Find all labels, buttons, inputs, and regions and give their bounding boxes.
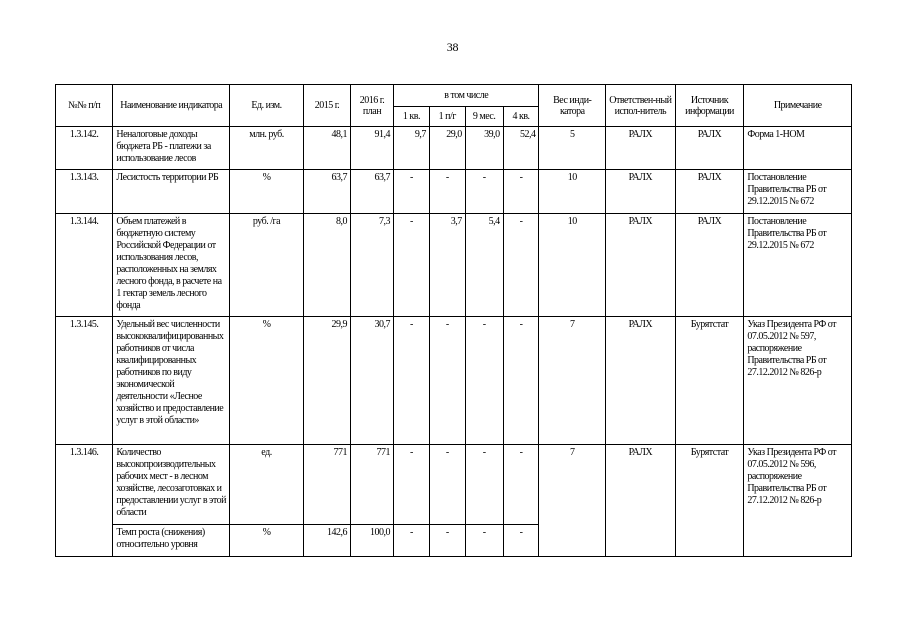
row-note: Форма 1-НОМ xyxy=(744,127,852,170)
row-2015: 29,9 xyxy=(303,317,350,445)
row-h1: 29,0 xyxy=(429,127,465,170)
header-weight: Вес инди-катора xyxy=(539,85,606,127)
row-2015: 771 xyxy=(303,445,350,525)
header-including: в том числе xyxy=(394,85,539,107)
row-responsible: РАЛХ xyxy=(606,214,676,317)
header-9m: 9 мес. xyxy=(465,107,503,127)
row-weight: 7 xyxy=(539,445,606,557)
row-num: 1.3.143. xyxy=(56,170,113,214)
row-9m: 39,0 xyxy=(465,127,503,170)
row-name: Объем платежей в бюджетную систему Российской Федерации от использования лесов, расположенных на землях лесного фонда, в расчете на 1 гектар земель лесного фонда xyxy=(113,214,230,317)
subrow-name: Темп роста (снижения) относительно уровня xyxy=(113,525,230,557)
row-num: 1.3.146. xyxy=(56,445,113,557)
row-2016: 91,4 xyxy=(350,127,393,170)
header-responsible: Ответствен-ный испол-нитель xyxy=(606,85,676,127)
row-weight: 7 xyxy=(539,317,606,445)
row-q1: - xyxy=(394,317,430,445)
subrow-unit: % xyxy=(230,525,304,557)
row-2016: 63,7 xyxy=(350,170,393,214)
row-q4: - xyxy=(503,214,539,317)
row-name: Количество высокопроизводительных рабочих мест - в лесном хозяйстве, лесозаготовках и предоставлении услуг в этой области xyxy=(113,445,230,525)
subrow-2015: 142,6 xyxy=(303,525,350,557)
row-q4: - xyxy=(503,445,539,525)
subrow-q1: - xyxy=(394,525,430,557)
table-row xyxy=(56,214,852,317)
row-source: РАЛХ xyxy=(675,214,744,317)
header-name: Наименование индикатора xyxy=(113,85,230,127)
row-9m: - xyxy=(465,317,503,445)
row-source: Бурятстат xyxy=(675,317,744,445)
header-q4: 4 кв. xyxy=(503,107,539,127)
row-source: РАЛХ xyxy=(675,170,744,214)
row-h1: 3,7 xyxy=(429,214,465,317)
row-h1: - xyxy=(429,170,465,214)
table-row xyxy=(56,170,852,214)
row-unit: % xyxy=(230,170,304,214)
row-q4: 52,4 xyxy=(503,127,539,170)
header-row xyxy=(56,85,852,107)
row-9m: - xyxy=(465,170,503,214)
row-2015: 8,0 xyxy=(303,214,350,317)
subrow-q4: - xyxy=(503,525,539,557)
subrow-9m: - xyxy=(465,525,503,557)
row-q1: - xyxy=(394,170,430,214)
row-name: Неналоговые доходы бюджета РБ - платежи за использование лесов xyxy=(113,127,230,170)
row-name: Лесистость территории РБ xyxy=(113,170,230,214)
row-2015: 63,7 xyxy=(303,170,350,214)
header-source: Источник информации xyxy=(675,85,744,127)
row-weight: 5 xyxy=(539,127,606,170)
row-unit: % xyxy=(230,317,304,445)
row-source: РАЛХ xyxy=(675,127,744,170)
indicators-table xyxy=(55,84,852,557)
row-name: Удельный вес численности высококвалифицированных работников от числа квалифицированных работников по виду экономической деятельности «Лесное хозяйство и предоставление услуг в этой области» xyxy=(113,317,230,445)
row-responsible: РАЛХ xyxy=(606,317,676,445)
row-unit: ед. xyxy=(230,445,304,525)
row-num: 1.3.142. xyxy=(56,127,113,170)
row-2015: 48,1 xyxy=(303,127,350,170)
row-note: Постановление Правительства РБ от 29.12.2015 № 672 xyxy=(744,170,852,214)
table-row xyxy=(56,445,852,525)
table-row xyxy=(56,317,852,445)
row-q4: - xyxy=(503,317,539,445)
row-note: Указ Президента РФ от 07.05.2012 № 596, распоряжение Правительства РБ от 27.12.2012 № 826-р xyxy=(744,445,852,557)
row-note: Постановление Правительства РБ от 29.12.2015 № 672 xyxy=(744,214,852,317)
page-number: 38 xyxy=(446,40,459,54)
header-unit: Ед. изм. xyxy=(230,85,304,127)
row-num: 1.3.145. xyxy=(56,317,113,445)
row-responsible: РАЛХ xyxy=(606,170,676,214)
row-responsible: РАЛХ xyxy=(606,127,676,170)
row-q1: - xyxy=(394,214,430,317)
subrow-2016: 100,0 xyxy=(350,525,393,557)
row-9m: - xyxy=(465,445,503,525)
header-h1: 1 п/г xyxy=(429,107,465,127)
row-unit: руб. /га xyxy=(230,214,304,317)
row-weight: 10 xyxy=(539,170,606,214)
row-weight: 10 xyxy=(539,214,606,317)
row-q4: - xyxy=(503,170,539,214)
row-q1: 9,7 xyxy=(394,127,430,170)
row-9m: 5,4 xyxy=(465,214,503,317)
row-responsible: РАЛХ xyxy=(606,445,676,557)
row-note: Указ Президента РФ от 07.05.2012 № 597, распоряжение Правительства РБ от 27.12.2012 № 826-р xyxy=(744,317,852,445)
row-2016: 7,3 xyxy=(350,214,393,317)
header-note: Примечание xyxy=(744,85,852,127)
row-unit: млн. руб. xyxy=(230,127,304,170)
header-2016-plan: 2016 г. план xyxy=(350,85,393,127)
header-num: №№ п/п xyxy=(56,85,113,127)
row-h1: - xyxy=(429,317,465,445)
row-2016: 30,7 xyxy=(350,317,393,445)
row-num: 1.3.144. xyxy=(56,214,113,317)
row-q1: - xyxy=(394,445,430,525)
row-h1: - xyxy=(429,445,465,525)
row-2016: 771 xyxy=(350,445,393,525)
header-2015: 2015 г. xyxy=(303,85,350,127)
table-row xyxy=(56,127,852,170)
header-q1: 1 кв. xyxy=(394,107,430,127)
subrow-h1: - xyxy=(429,525,465,557)
row-source: Бурятстат xyxy=(675,445,744,557)
